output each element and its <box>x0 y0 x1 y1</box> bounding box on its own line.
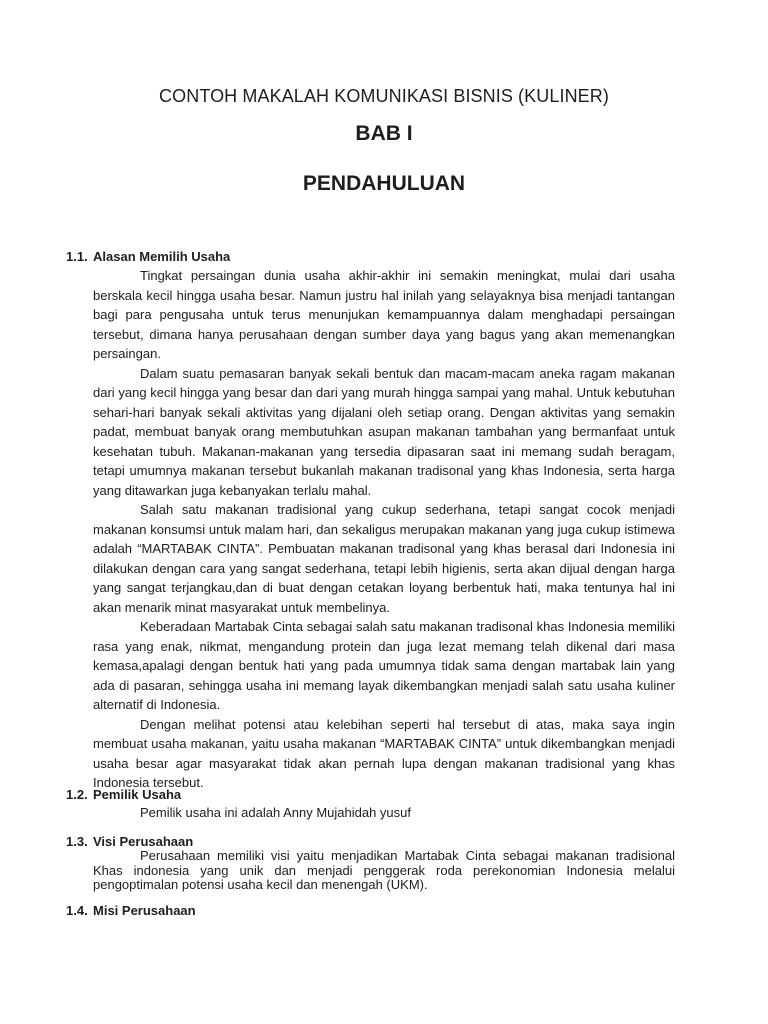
paragraph: Tingkat persaingan dunia usaha akhir-akhir ini semakin meningkat, mulai dari usaha berskala kecil hingga usaha besar. Namun justru hal inilah yang selayaknya bisa menjadi tantangan bagi para pengusaha untuk terus menunjukan kemampuannya dalam menghadapi persaingan tersebut, dimana hanya perusahaan dengan sumber daya yang bagus yang akan memenangkan persaingan. <box>93 268 675 361</box>
section-body-1-3 <box>93 849 675 893</box>
section-number: 1.2. <box>66 787 88 802</box>
section-number: 1.4. <box>66 903 88 918</box>
owner-statement: Pemilik usaha ini adalah Anny Mujahidah yusuf <box>140 805 412 820</box>
section-heading-text: Visi Perusahaan <box>93 834 194 849</box>
section-heading-1-3 <box>66 834 193 849</box>
section-heading-text: Alasan Memilih Usaha <box>93 249 231 264</box>
document-title: CONTOH MAKALAH KOMUNIKASI BISNIS (KULINER) <box>159 86 609 106</box>
section-heading-1-4 <box>66 903 196 918</box>
paragraph: Dengan melihat potensi atau kelebihan seperti hal tersebut di atas, maka saya ingin membuat usaha makanan, yaitu usaha makanan “MARTABAK CINTA” untuk dikembangkan menjadi usaha besar agar masyarakat tidak akan pernah lupa dengan makanan tradisional yang khas Indonesia tersebut. <box>93 716 675 790</box>
section-body-1-1 <box>93 266 675 793</box>
paragraph: Keberadaan Martabak Cinta sebagai salah satu makanan tradisonal khas Indonesia memiliki rasa yang enak, nikmat, mengandung protein dan juga lezat memang telah dikenal dari masa kemasa,apalagi dengan bentuk hati yang pada umumnya tidak sama dengan martabak lain yang ada di pasaran, sehingga usaha ini memang layak dikembangkan menjadi salah satu usaha kuliner alternatif di Indonesia. <box>93 619 675 712</box>
section-number: 1.3. <box>66 834 88 849</box>
paragraph: Perusahaan memiliki visi yaitu menjadikan Martabak Cinta sebagai makanan tradisional Khas indonesia yang unik dan menjadi penggerak roda perekonomian Indonesia melalui pengoptimalan potensi usaha kecil dan menengah (UKM). <box>93 848 675 892</box>
section-heading-1-2 <box>66 787 181 802</box>
section-heading-1-1 <box>66 249 230 264</box>
paragraph: Dalam suatu pemasaran banyak sekali bentuk dan macam-macam aneka ragam makanan dari yang kecil hingga yang besar dan dari yang murah hingga sampai yang mahal. Untuk kebutuhan sehari-hari banyak sekali aktivitas yang dijalani oleh setiap orang. Dengan aktivitas yang semakin padat, membuat banyak orang membutuhkan asupan makanan tambahan yang bermanfaat untuk kesehatan tubuh. Makanan-makanan yang tersedia dipasaran saat ini memang sudah beragam, tetapi umumnya makanan tersebut bukanlah makanan tradisonal yang khas Indonesia, serta harga yang ditawarkan juga kebanyakan terlalu mahal. <box>93 365 675 498</box>
chapter-title: PENDAHULUAN <box>302 172 466 195</box>
section-heading-text: Pemilik Usaha <box>93 787 182 802</box>
chapter-number: BAB I <box>355 122 413 145</box>
paragraph: Salah satu makanan tradisional yang cukup sederhana, tetapi sangat cocok menjadi makanan konsumsi untuk malam hari, dan sekaligus merupakan makanan yang juga cukup istimewa adalah “MARTABAK CINTA”. Pembuatan makanan tradisonal yang khas berasal dari Indonesia ini dilakukan dengan cara yang sangat sederhana, tetapi lebih higienis, serta akan dijual dengan harga yang sangat terjangkau,dan di buat dengan cetakan loyang berbentuk hati, maka tentunya hal ini akan menarik minat masyarakat untuk membelinya. <box>93 502 675 615</box>
section-number: 1.1. <box>66 249 88 264</box>
section-heading-text: Misi Perusahaan <box>93 903 196 918</box>
